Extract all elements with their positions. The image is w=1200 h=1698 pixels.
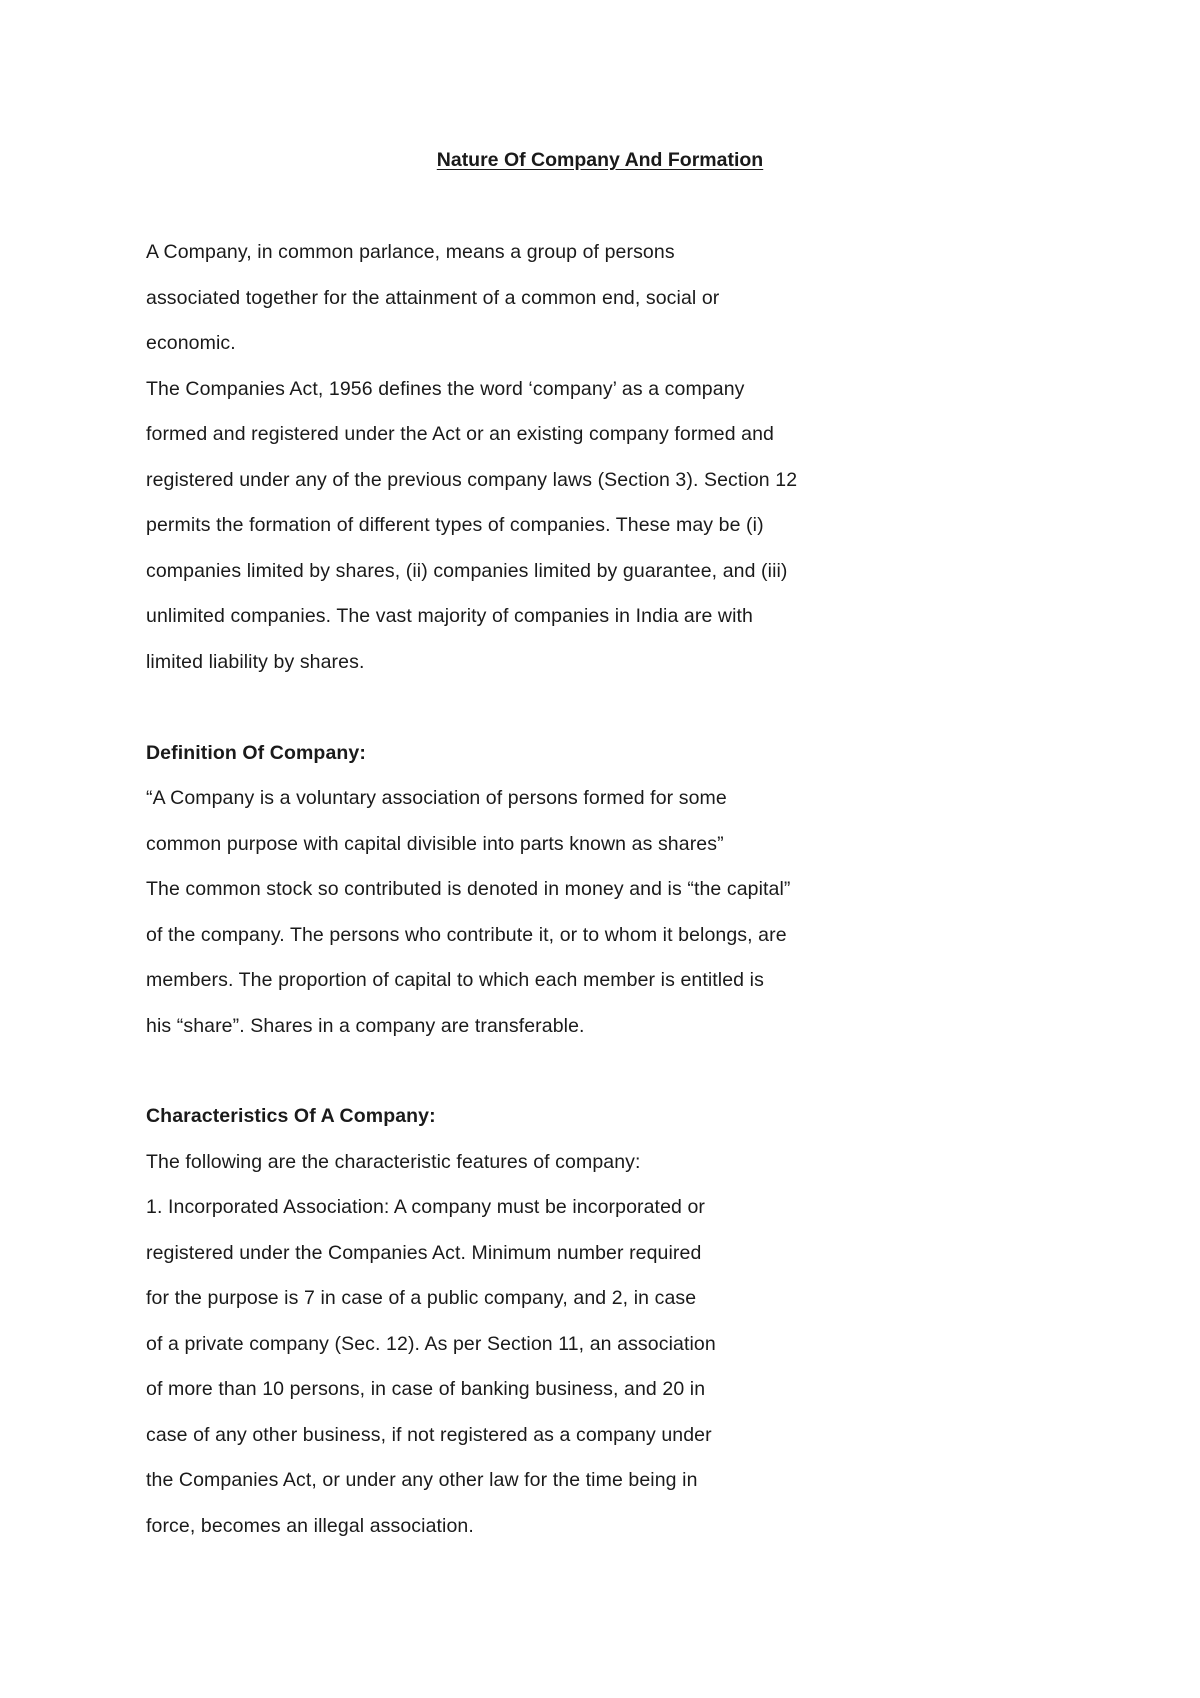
intro-line-6: registered under any of the previous company laws (Section 3). Section 12 — [146, 469, 798, 491]
intro-line-3: economic. — [146, 332, 236, 354]
characteristics-heading: Characteristics Of A Company: — [146, 1105, 436, 1127]
characteristics-line-5: of a private company (Sec. 12). As per Section 11, an association — [146, 1333, 716, 1355]
definition-line-3: The common stock so contributed is denoted in money and is “the capital” — [146, 878, 791, 900]
intro-line-8: companies limited by shares, (ii) companies limited by guarantee, and (iii) — [146, 560, 788, 582]
definition-line-1: “A Company is a voluntary association of persons formed for some — [146, 787, 727, 809]
intro-line-9: unlimited companies. The vast majority of companies in India are with — [146, 605, 753, 627]
characteristics-line-8: the Companies Act, or under any other law for the time being in — [146, 1469, 698, 1491]
definition-heading: Definition Of Company: — [146, 742, 366, 764]
definition-line-5: members. The proportion of capital to which each member is entitled is — [146, 969, 764, 991]
document-title: Nature Of Company And Formation — [436, 149, 764, 171]
definition-line-2: common purpose with capital divisible into parts known as shares” — [146, 833, 724, 855]
intro-line-2: associated together for the attainment of a common end, social or — [146, 287, 720, 309]
characteristics-line-2: 1. Incorporated Association: A company must be incorporated or — [146, 1196, 706, 1218]
characteristics-line-3: registered under the Companies Act. Minimum number required — [146, 1242, 702, 1264]
intro-line-7: permits the formation of different types of companies. These may be (i) — [146, 514, 764, 536]
intro-line-5: formed and registered under the Act or an existing company formed and — [146, 423, 775, 445]
intro-line-4: The Companies Act, 1956 defines the word ‘company’ as a company — [146, 378, 745, 400]
definition-line-4: of the company. The persons who contribute it, or to whom it belongs, are — [146, 924, 787, 946]
intro-line-10: limited liability by shares. — [146, 651, 365, 673]
characteristics-line-4: for the purpose is 7 in case of a public company, and 2, in case — [146, 1287, 697, 1309]
definition-line-6: his “share”. Shares in a company are transferable. — [146, 1015, 585, 1037]
characteristics-line-7: case of any other business, if not registered as a company under — [146, 1424, 712, 1446]
intro-line-1: A Company, in common parlance, means a group of persons — [146, 241, 675, 263]
characteristics-line-9: force, becomes an illegal association. — [146, 1515, 474, 1537]
characteristics-line-1: The following are the characteristic features of company: — [146, 1151, 641, 1173]
characteristics-line-6: of more than 10 persons, in case of banking business, and 20 in — [146, 1378, 706, 1400]
